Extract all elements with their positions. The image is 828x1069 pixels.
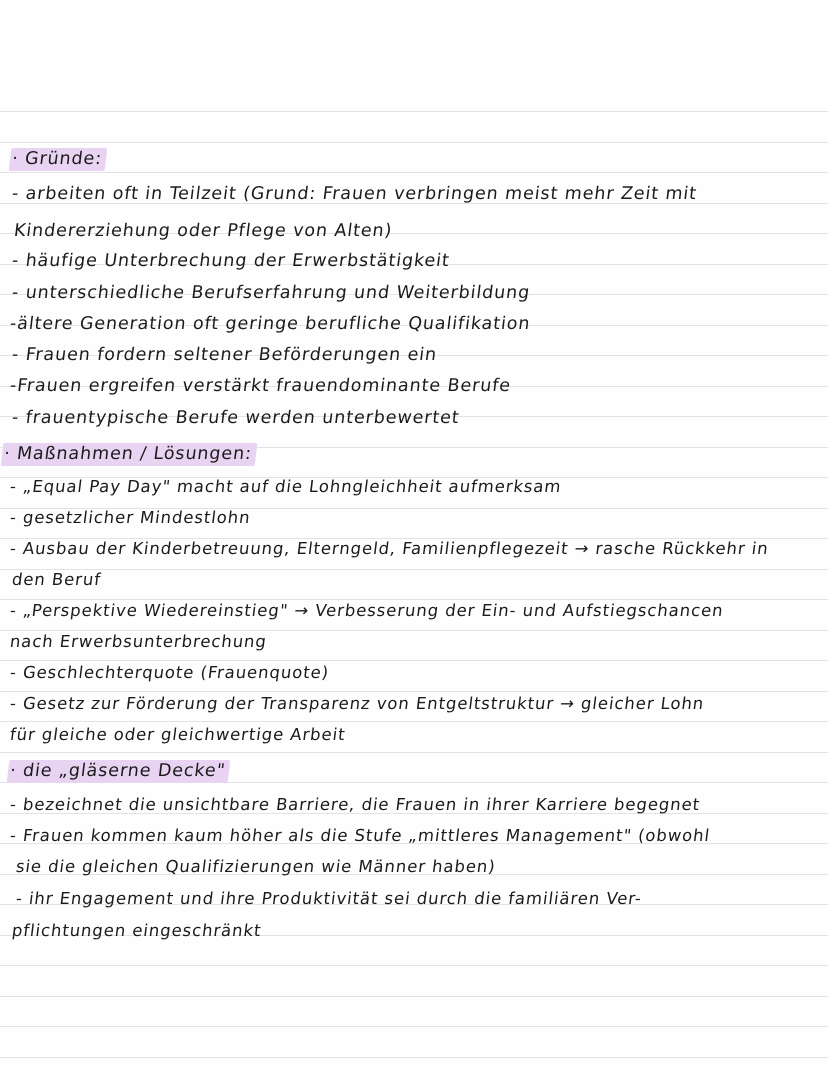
note-line: - häufige Unterbrechung der Erwerbstätigkeit: [10, 251, 451, 271]
note-line: - bezeichnet die unsichtbare Barriere, die Frauen in ihrer Karriere begegnet: [8, 795, 702, 814]
note-line: - unterschiedliche Berufserfahrung und Weiterbildung: [10, 283, 532, 303]
note-line: - Frauen fordern seltener Beförderungen ein: [10, 345, 439, 365]
note-line: sie die gleichen Qualifizierungen wie Männer haben): [14, 857, 497, 876]
note-line: - ihr Engagement und ihre Produktivität sei durch die familiären Ver-: [14, 889, 644, 908]
note-line: - frauentypische Berufe werden unterbewertet: [10, 408, 461, 428]
note-line: pflichtungen eingeschränkt: [10, 921, 263, 940]
note-line: - Geschlechterquote (Frauenquote): [8, 663, 331, 682]
note-line: -Frauen ergreifen verstärkt frauendominante Berufe: [8, 376, 513, 396]
note-line: - „Perspektive Wiedereinstieg" → Verbesserung der Ein- und Aufstiegschancen: [8, 601, 725, 620]
note-line: - Ausbau der Kinderbetreuung, Elterngeld, Familienpflegezeit → rasche Rückkehr in: [8, 539, 770, 558]
note-line: den Beruf: [10, 570, 103, 589]
note-line: - gesetzlicher Mindestlohn: [8, 508, 252, 527]
section-heading-text: · Gründe:: [9, 148, 108, 171]
note-line: für gleiche oder gleichwertige Arbeit: [8, 725, 347, 744]
note-line: - Gesetz zur Förderung der Transparenz von Entgeltstruktur → gleicher Lohn: [8, 694, 706, 713]
note-line: Kindererziehung oder Pflege von Alten): [12, 221, 394, 241]
section-heading-text: · Maßnahmen / Lösungen:: [1, 443, 258, 466]
note-line: -ältere Generation oft geringe berufliche Qualifikation: [8, 314, 532, 334]
section-heading: [1, 443, 258, 466]
section-heading-text: · die „gläserne Decke": [7, 760, 231, 783]
note-line: nach Erwerbsunterbrechung: [8, 632, 269, 651]
note-line: - „Equal Pay Day" macht auf die Lohngleichheit aufmerksam: [8, 477, 563, 496]
section-heading: [9, 148, 108, 171]
section-heading: [7, 760, 231, 783]
note-line: - Frauen kommen kaum höher als die Stufe „mittleres Management" (obwohl: [8, 826, 712, 845]
note-line: - arbeiten oft in Teilzeit (Grund: Frauen verbringen meist mehr Zeit mit: [10, 184, 699, 204]
